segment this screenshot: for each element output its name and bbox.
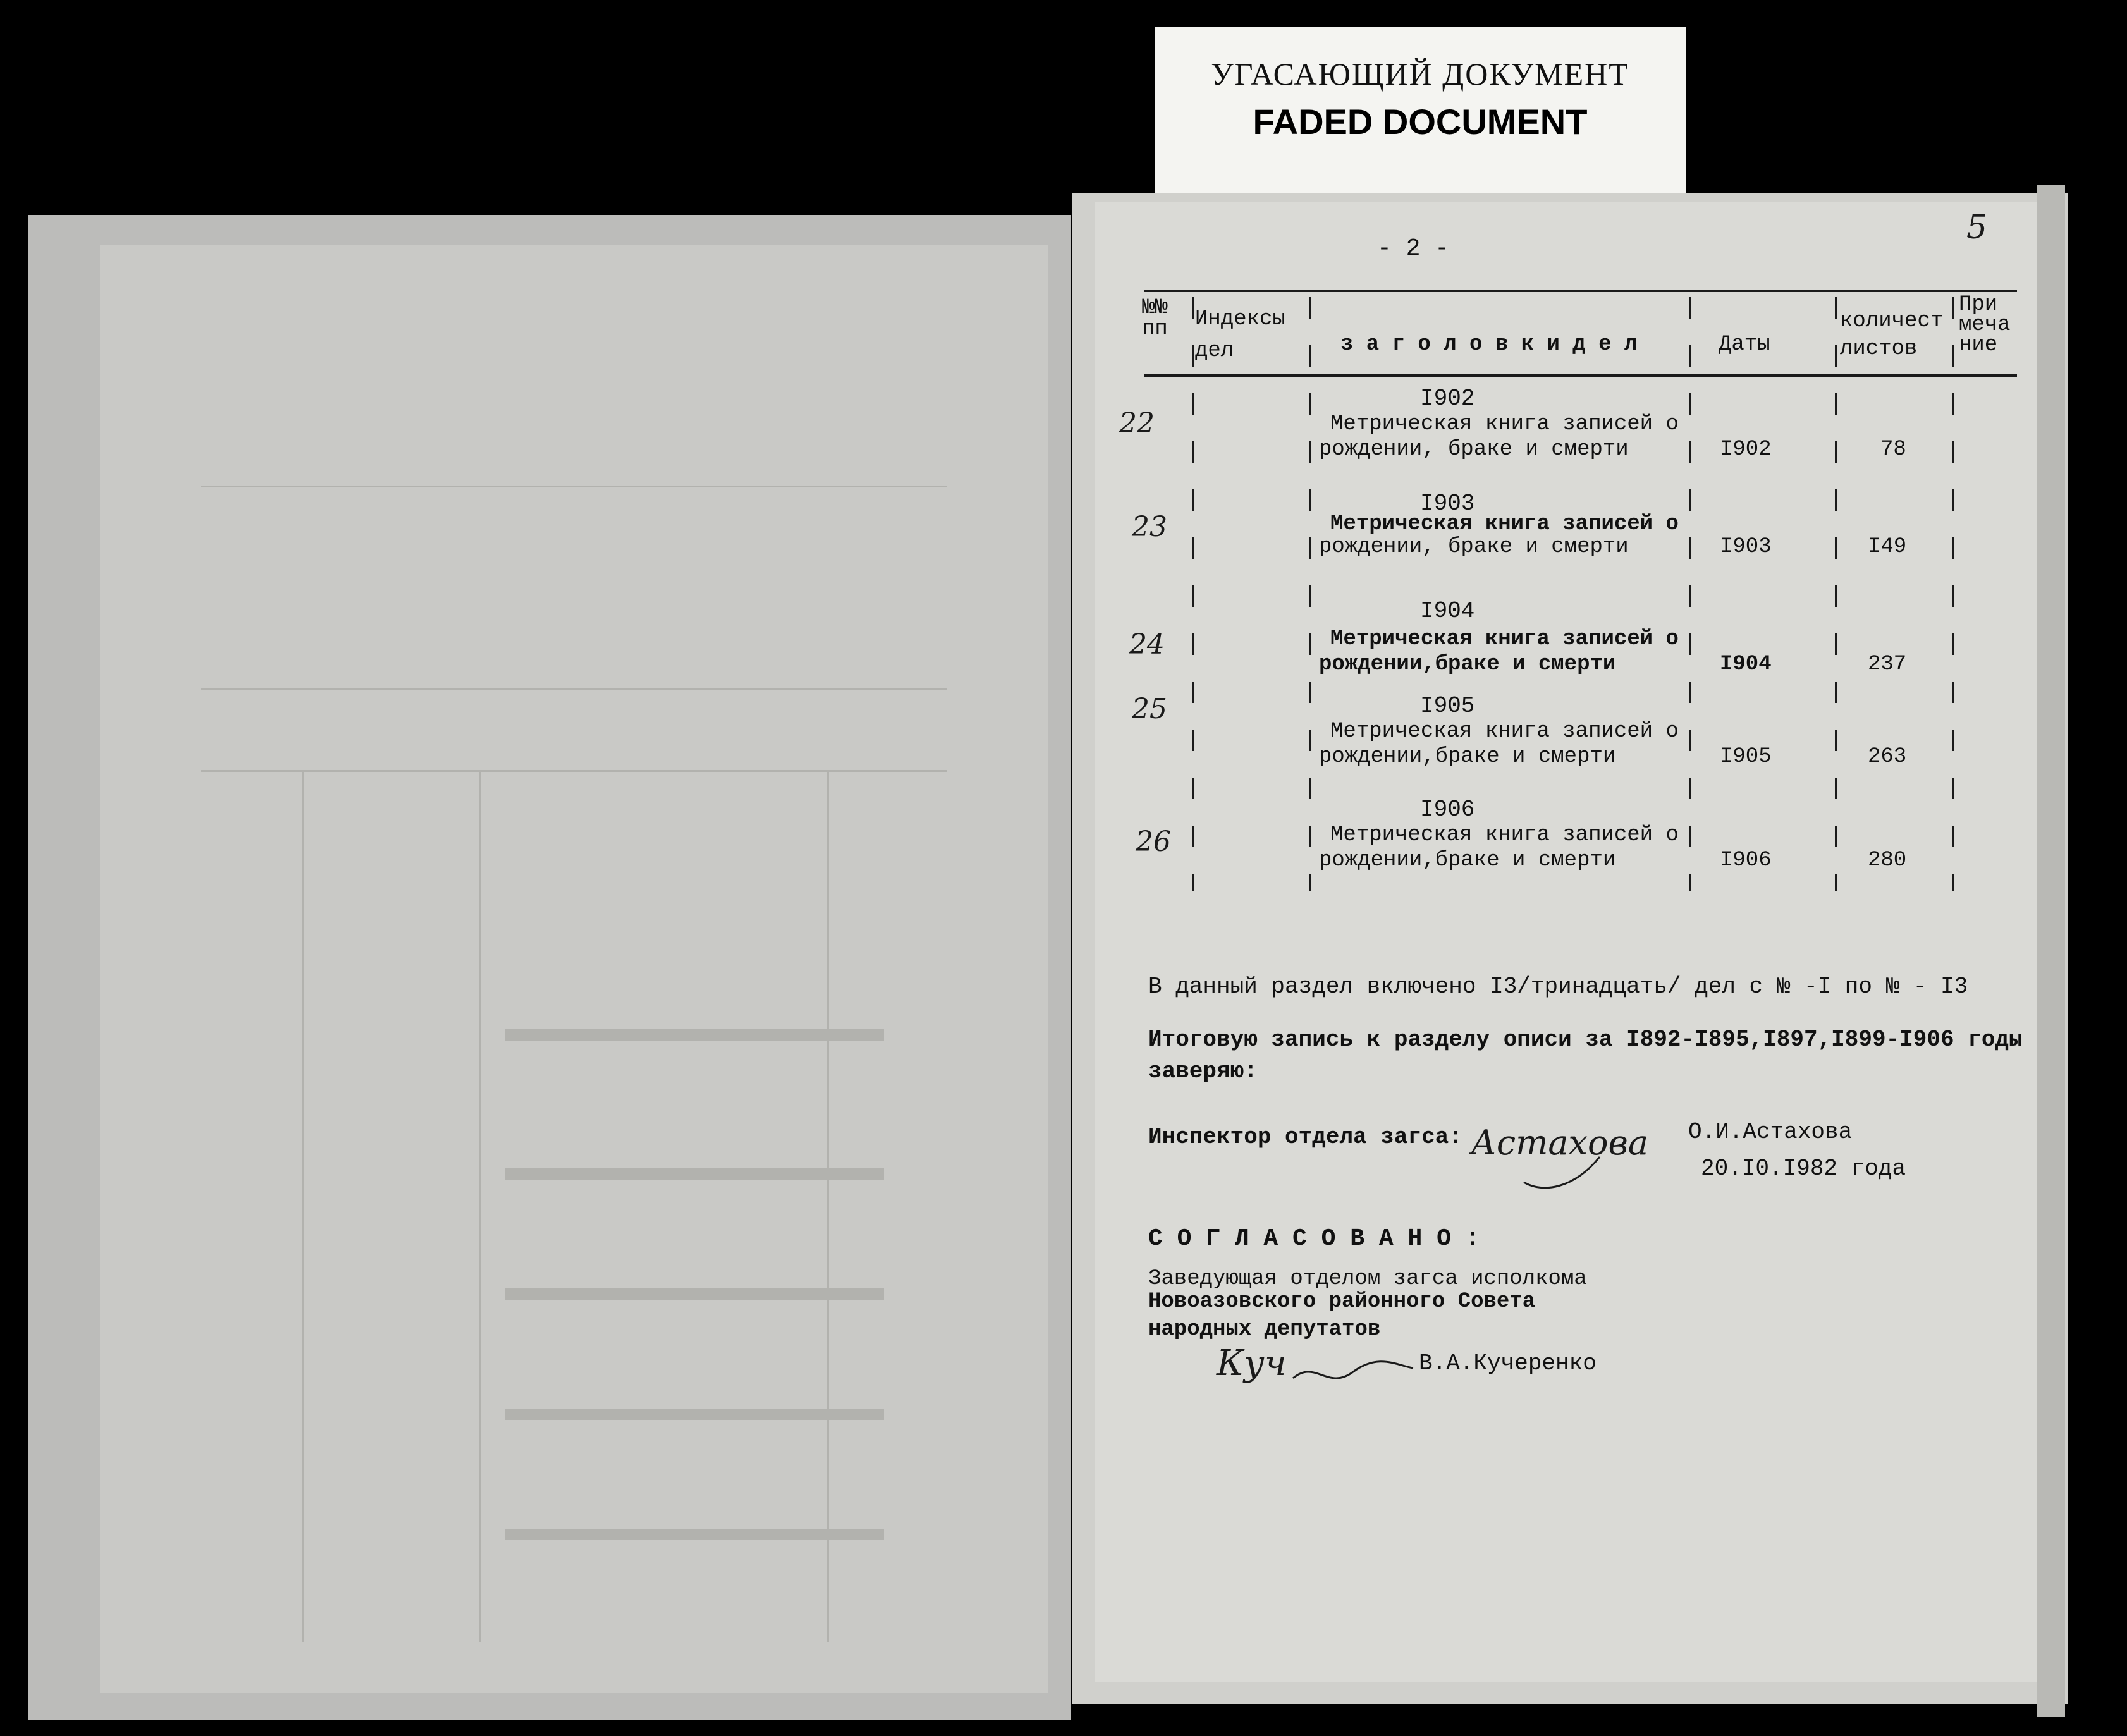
row-number: 23: [1132, 511, 1167, 543]
approval-line3: народных депутатов: [1148, 1317, 1381, 1342]
row-date: I906: [1720, 848, 1772, 872]
column-separator: [1835, 297, 1837, 891]
row-title-line1: Метрическая книга записей о: [1330, 719, 1679, 743]
page-number: - 2 -: [1377, 235, 1450, 262]
summary-final-line1: Итоговую запись к разделу описи за I892-I895,I897,I899-I906 годы: [1148, 1027, 2023, 1053]
row-title-line2: рождении, браке и смерти: [1319, 535, 1629, 559]
header-title: з а г о л о в к и д е л: [1340, 333, 1638, 357]
row-title-line1: Метрическая книга записей о: [1330, 412, 1679, 436]
header-note: При меча ние: [1959, 293, 2011, 357]
row-title-line2: рождении,браке и смерти: [1319, 848, 1616, 872]
table-top-rule: [1144, 290, 2017, 292]
row-title-line1: Метрическая книга записей о: [1330, 823, 1679, 847]
row-date: I903: [1720, 535, 1772, 559]
inspector-name: О.И.Астахова: [1688, 1119, 1853, 1145]
inspector-signature: Астахова: [1471, 1123, 1649, 1163]
row-sheets: 280: [1868, 848, 1907, 872]
row-number: 26: [1136, 826, 1171, 858]
column-separator: [1309, 297, 1311, 891]
row-title-line1: Метрическая книга записей о: [1330, 627, 1679, 651]
summary-included: В данный раздел включено I3/тринадцать/ дел с № -I по № - I3: [1148, 974, 1968, 999]
approval-heading: С О Г Л А С О В А Н О :: [1148, 1225, 1480, 1252]
column-separator: [1689, 297, 1691, 891]
row-date: I904: [1720, 652, 1772, 676]
header-bottom-rule: [1144, 374, 2017, 377]
row-sheets: 237: [1868, 652, 1907, 676]
summary-final-line2: заверяю:: [1148, 1058, 1258, 1084]
row-year: I904: [1420, 598, 1475, 624]
left-page: [28, 215, 1071, 1720]
row-year: I906: [1420, 797, 1475, 822]
label-russian: УГАСАЮЩИЙ ДОКУМЕНТ: [1211, 56, 1629, 92]
row-sheets: I49: [1868, 535, 1907, 559]
page-edge: [2037, 185, 2065, 1717]
header-number: №№ пп: [1142, 296, 1168, 341]
approval-name: В.А.Кучеренко: [1419, 1350, 1597, 1376]
column-separator: [1192, 297, 1194, 891]
row-year: I902: [1420, 386, 1475, 412]
header-sheet-count: количест листов: [1840, 309, 1944, 361]
row-sheets: 78: [1880, 437, 1906, 462]
header-dates: Даты: [1719, 333, 1770, 357]
row-date: I905: [1720, 745, 1772, 769]
row-number: 22: [1119, 407, 1155, 439]
header-index: Индексы дел: [1195, 307, 1285, 363]
inspector-date: 20.I0.I982 года: [1701, 1156, 1906, 1182]
label-english: FADED DOCUMENT: [1253, 102, 1588, 142]
left-page-sheet: [100, 245, 1048, 1693]
row-number: 25: [1132, 693, 1167, 725]
faded-document-label: [1155, 27, 1686, 196]
inspector-signature-flourish: [1517, 1144, 1606, 1195]
column-separator: [1952, 297, 1954, 891]
corner-page-number: 5: [1966, 209, 1988, 247]
approval-signature-flourish: [1290, 1353, 1416, 1397]
approval-signature: Куч: [1217, 1343, 1287, 1384]
row-sheets: 263: [1868, 745, 1907, 769]
row-year: I905: [1420, 693, 1475, 719]
approval-line1: Заведующая отделом загса исполкома: [1148, 1267, 1587, 1291]
inspector-title: Инспектор отдела загса:: [1148, 1124, 1462, 1150]
row-title-line2: рождении,браке и смерти: [1319, 652, 1616, 676]
row-year: I903: [1420, 491, 1475, 517]
row-title-line2: рождении, браке и смерти: [1319, 437, 1629, 462]
row-date: I902: [1720, 437, 1772, 462]
row-number: 24: [1129, 628, 1165, 661]
row-title-line1: Метрическая книга записей о: [1330, 512, 1679, 536]
row-title-line2: рождении,браке и смерти: [1319, 745, 1616, 769]
approval-line2: Новоазовского районного Совета: [1148, 1290, 1536, 1314]
